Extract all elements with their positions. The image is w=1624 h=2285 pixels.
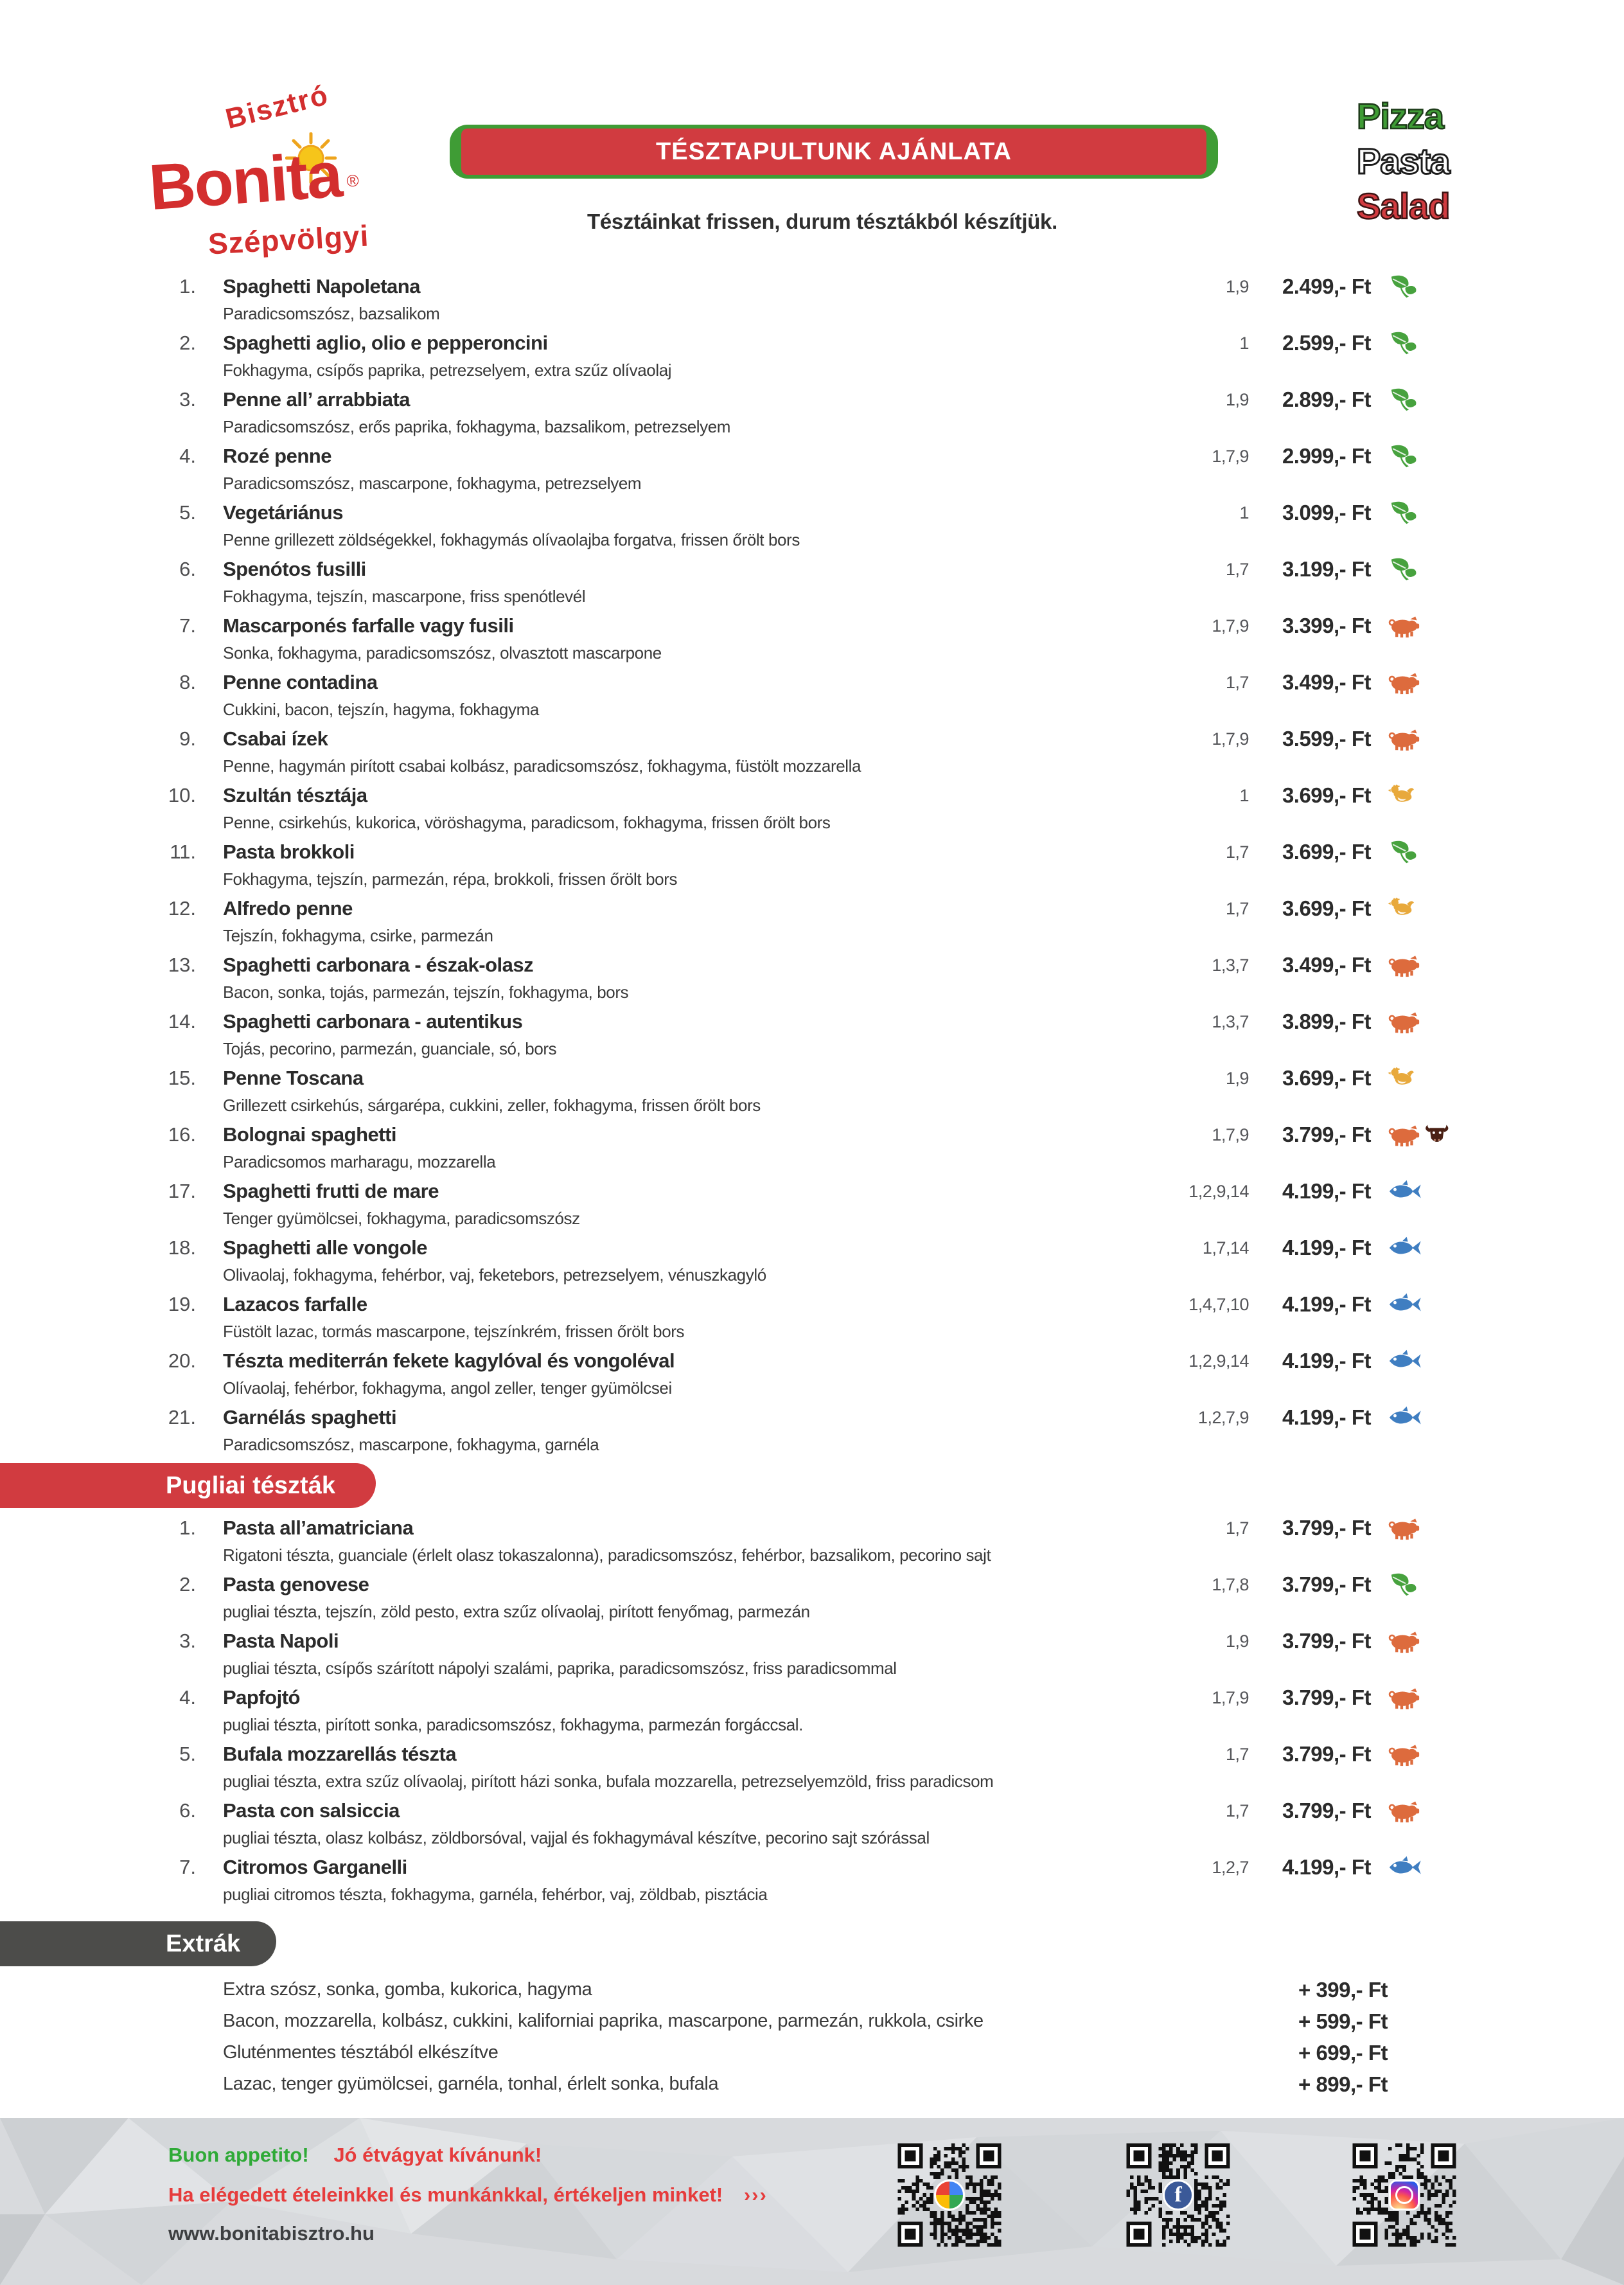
menu-item xyxy=(148,1403,1484,1460)
diet-icons xyxy=(1371,894,1484,923)
menu-item xyxy=(148,1121,1484,1177)
footer-rate-line xyxy=(168,2183,768,2207)
diet-icons xyxy=(1371,442,1484,470)
allergen-numbers: 1,7,9 xyxy=(1212,1125,1249,1144)
diet-icons xyxy=(1371,838,1484,866)
diet-icons xyxy=(1371,781,1484,810)
item-description: Paradicsomszósz, bazsalikom xyxy=(223,304,440,323)
pig-icon xyxy=(1388,670,1420,695)
allergen-numbers: 1,7 xyxy=(1225,899,1249,918)
item-number: 2. xyxy=(179,332,196,354)
allergen-numbers: 1,9 xyxy=(1225,277,1249,296)
item-price: 3.699,- Ft xyxy=(1282,896,1371,920)
allergen-numbers: 1 xyxy=(1239,503,1249,522)
item-price: 3.699,- Ft xyxy=(1282,783,1371,807)
menu-item xyxy=(148,1234,1484,1290)
allergen-numbers: 1,7,8 xyxy=(1212,1575,1249,1594)
item-text xyxy=(223,1684,1146,1738)
item-description: Penne, csirkehús, kukorica, vöröshagyma, paradicsom, fokhagyma, frissen őrölt bors xyxy=(223,813,831,832)
chicken-icon xyxy=(1388,783,1416,808)
item-description: Sonka, fokhagyma, paradicsomszósz, olvasztott mascarpone xyxy=(223,643,662,662)
extra-description: Lazac, tenger gyümölcsei, garnéla, tonhal, érlelt sonka, bufala xyxy=(223,2074,719,2094)
menu-item xyxy=(148,1740,1484,1797)
allergen-numbers: 1,7 xyxy=(1225,1518,1249,1538)
item-description: Fokhagyma, tejszín, parmezán, répa, brokkoli, frissen őrölt bors xyxy=(223,869,678,889)
registered-mark: ® xyxy=(346,170,358,191)
item-description: Paradicsomszósz, erős paprika, fokhagyma, bazsalikom, petrezselyem xyxy=(223,417,731,436)
tagline-pasta: Pasta xyxy=(1357,141,1450,181)
menu-item xyxy=(148,329,1484,386)
diet-icons xyxy=(1371,1177,1484,1205)
fish-icon xyxy=(1388,1179,1422,1204)
item-number: 21. xyxy=(168,1406,196,1428)
item-description: Cukkini, bacon, tejszín, hagyma, fokhagyma xyxy=(223,700,539,719)
menu-item xyxy=(148,386,1484,442)
diet-icons xyxy=(1371,555,1484,583)
leaf-icon xyxy=(1388,274,1418,299)
allergen-numbers: 1,7 xyxy=(1225,1801,1249,1820)
item-text xyxy=(223,781,1146,835)
tagline-pizza: Pizza xyxy=(1357,96,1444,136)
item-description: Tenger gyümölcsei, fokhagyma, paradicsomszósz xyxy=(223,1209,580,1228)
qr-code-facebook xyxy=(1123,2140,1233,2250)
item-name: Pasta all’amatriciana xyxy=(223,1516,414,1539)
extra-description: Bacon, mozzarella, kolbász, cukkini, kaliforniai paprika, mascarpone, parmezán, rukkola, csirke xyxy=(223,2011,984,2031)
allergen-numbers: 1,2,7,9 xyxy=(1197,1408,1249,1427)
item-price: 4.199,- Ft xyxy=(1282,1855,1371,1879)
item-text xyxy=(223,555,1146,609)
diet-icons xyxy=(1371,1064,1484,1092)
diet-icons xyxy=(1371,1008,1484,1036)
item-price: 3.599,- Ft xyxy=(1282,727,1371,751)
diet-icons xyxy=(1371,1121,1484,1149)
item-text xyxy=(223,1008,1146,1062)
item-text xyxy=(223,1347,1146,1401)
chicken-icon xyxy=(1388,896,1416,921)
fish-icon xyxy=(1388,1236,1422,1260)
menu-item xyxy=(148,838,1484,894)
leaf-icon xyxy=(1388,387,1418,412)
item-price: 3.799,- Ft xyxy=(1282,1516,1371,1540)
pugliai-pasta-list xyxy=(148,1514,1484,1910)
extra-item xyxy=(148,1974,1388,2005)
allergen-numbers: 1,7,9 xyxy=(1212,447,1249,466)
menu-item xyxy=(148,1177,1484,1234)
item-text xyxy=(223,1121,1146,1175)
menu-item xyxy=(148,1684,1484,1740)
item-name: Pasta genovese xyxy=(223,1573,369,1596)
buon-appetito-text: Buon appetito! xyxy=(168,2144,309,2166)
diet-icons xyxy=(1371,1627,1484,1655)
item-text xyxy=(223,725,1146,779)
qr-code-instagram xyxy=(1349,2140,1460,2250)
menu-subtitle: Tésztáinkat frissen, durum tésztákból készítjük. xyxy=(587,209,1057,233)
item-price: 3.399,- Ft xyxy=(1282,614,1371,637)
item-price: 3.199,- Ft xyxy=(1282,557,1371,581)
item-name: Spaghetti frutti de mare xyxy=(223,1180,439,1202)
pig-icon xyxy=(1388,1685,1420,1710)
item-description: Grillezett csirkehús, sárgarépa, cukkini, zeller, fokhagyma, frissen őrölt bors xyxy=(223,1096,761,1115)
item-price: 3.899,- Ft xyxy=(1282,1009,1371,1033)
item-price: 3.799,- Ft xyxy=(1282,1572,1371,1596)
item-number: 4. xyxy=(179,445,196,467)
allergen-numbers: 1,7 xyxy=(1225,673,1249,692)
website-url: www.bonitabisztro.hu xyxy=(168,2222,375,2245)
item-text xyxy=(223,272,1146,326)
footer-greeting xyxy=(168,2144,542,2167)
allergen-numbers: 1,7,9 xyxy=(1212,1688,1249,1707)
section-header-pugliai: Pugliai tészták xyxy=(0,1463,376,1508)
item-number: 11. xyxy=(170,840,196,863)
item-price: 3.499,- Ft xyxy=(1282,670,1371,694)
item-price: 3.799,- Ft xyxy=(1282,1799,1371,1822)
item-number: 2. xyxy=(179,1573,196,1596)
extra-item xyxy=(148,2037,1388,2068)
item-name: Pasta brokkoli xyxy=(223,840,355,863)
extra-price: + 399,- Ft xyxy=(1298,1977,1388,2002)
item-price: 3.499,- Ft xyxy=(1282,953,1371,977)
diet-icons xyxy=(1371,1290,1484,1319)
menu-item xyxy=(148,1008,1484,1064)
item-price: 3.699,- Ft xyxy=(1282,840,1371,864)
item-text xyxy=(223,1403,1146,1457)
item-description: Penne grillezett zöldségekkel, fokhagymás olívaolajba forgatva, frissen őrölt bors xyxy=(223,530,800,549)
item-description: Paradicsomos marharagu, mozzarella xyxy=(223,1152,496,1171)
item-price: 3.099,- Ft xyxy=(1282,501,1371,524)
diet-icons xyxy=(1371,272,1484,301)
fish-icon xyxy=(1388,1405,1422,1430)
extra-price: + 699,- Ft xyxy=(1298,2040,1388,2065)
item-text xyxy=(223,1177,1146,1231)
diet-icons xyxy=(1371,1853,1484,1881)
pig-icon xyxy=(1388,1742,1420,1766)
chevron-arrows-icon: ››› xyxy=(743,2183,768,2206)
item-name: Penne all’ arrabbiata xyxy=(223,388,410,411)
fish-icon xyxy=(1388,1292,1422,1317)
item-number: 13. xyxy=(168,954,196,976)
item-name: Csabai ízek xyxy=(223,727,328,750)
diet-icons xyxy=(1371,1797,1484,1825)
cow-icon xyxy=(1422,1123,1452,1147)
menu-item xyxy=(148,668,1484,725)
item-description: Olívaolaj, fehérbor, fokhagyma, angol zeller, tenger gyümölcsei xyxy=(223,1378,672,1398)
tagline xyxy=(1357,94,1449,229)
item-name: Spaghetti Napoletana xyxy=(223,275,420,298)
item-number: 20. xyxy=(168,1349,196,1372)
item-number: 5. xyxy=(179,1743,196,1765)
menu-item xyxy=(148,1797,1484,1853)
allergen-numbers: 1,7 xyxy=(1225,1745,1249,1764)
item-description: pugliai tészta, pirított sonka, paradicsomszósz, fokhagyma, parmezán forgáccsal. xyxy=(223,1715,803,1734)
leaf-icon xyxy=(1388,1572,1418,1597)
item-number: 5. xyxy=(179,501,196,524)
chicken-icon xyxy=(1388,1066,1416,1090)
menu-item xyxy=(148,499,1484,555)
item-text xyxy=(223,329,1146,383)
item-number: 1. xyxy=(179,1516,196,1539)
item-text xyxy=(223,1290,1146,1344)
pig-icon xyxy=(1388,614,1420,638)
item-name: Rozé penne xyxy=(223,445,331,467)
item-name: Alfredo penne xyxy=(223,897,353,920)
diet-icons xyxy=(1371,1514,1484,1542)
item-description: Penne, hagymán pirított csabai kolbász, paradicsomszósz, fokhagyma, füstölt mozzarella xyxy=(223,756,861,776)
allergen-numbers: 1,2,7 xyxy=(1212,1858,1249,1877)
item-name: Penne contadina xyxy=(223,671,378,693)
leaf-icon xyxy=(1388,444,1418,468)
allergen-numbers: 1,7,9 xyxy=(1212,616,1249,636)
item-price: 4.199,- Ft xyxy=(1282,1405,1371,1429)
diet-icons xyxy=(1371,499,1484,527)
item-description: pugliai tészta, csípős szárított nápolyi szalámi, paprika, paradicsomszósz, friss paradicsommal xyxy=(223,1658,897,1678)
item-text xyxy=(223,894,1146,948)
item-name: Spaghetti alle vongole xyxy=(223,1236,427,1259)
item-number: 6. xyxy=(179,558,196,580)
diet-icons xyxy=(1371,1347,1484,1375)
item-description: pugliai tészta, olasz kolbász, zöldborsóval, vajjal és fokhagymával készítve, pecorino sajt szórással xyxy=(223,1828,930,1847)
item-price: 3.799,- Ft xyxy=(1282,1629,1371,1653)
item-name: Spaghetti aglio, olio e pepperoncini xyxy=(223,332,548,354)
item-text xyxy=(223,668,1146,722)
diet-icons xyxy=(1371,386,1484,414)
extra-price: + 599,- Ft xyxy=(1298,2009,1388,2033)
item-description: pugliai tészta, tejszín, zöld pesto, extra szűz olívaolaj, pirított fenyőmag, parmezán xyxy=(223,1602,810,1621)
item-number: 16. xyxy=(168,1123,196,1146)
allergen-numbers: 1,3,7 xyxy=(1212,1012,1249,1031)
instagram-icon xyxy=(1389,2180,1420,2210)
extra-item xyxy=(148,2005,1388,2037)
menu-item xyxy=(148,1514,1484,1570)
item-text xyxy=(223,612,1146,666)
allergen-numbers: 1 xyxy=(1239,333,1249,353)
item-text xyxy=(223,1064,1146,1118)
allergen-numbers: 1,9 xyxy=(1225,1632,1249,1651)
item-name: Pasta con salsiccia xyxy=(223,1799,400,1822)
item-name: Garnélás spaghetti xyxy=(223,1406,397,1428)
diet-icons xyxy=(1371,329,1484,357)
rate-us-text: Ha elégedett ételeinkkel és munkánkkal, értékeljen minket! xyxy=(168,2183,723,2206)
logo-bisztro-text: Bisztró xyxy=(222,79,332,136)
item-price: 2.899,- Ft xyxy=(1282,387,1371,411)
item-description: Fokhagyma, csípős paprika, petrezselyem, extra szűz olívaolaj xyxy=(223,360,672,380)
item-number: 14. xyxy=(168,1010,196,1033)
item-description: pugliai citromos tészta, fokhagyma, garnéla, fehérbor, vaj, zöldbab, pisztácia xyxy=(223,1885,768,1904)
item-number: 1. xyxy=(179,275,196,298)
menu-item xyxy=(148,272,1484,329)
extra-price: + 899,- Ft xyxy=(1298,2072,1388,2096)
item-price: 4.199,- Ft xyxy=(1282,1179,1371,1203)
menu-item xyxy=(148,951,1484,1008)
menu-item xyxy=(148,1064,1484,1121)
pig-icon xyxy=(1388,1123,1420,1147)
item-price: 2.499,- Ft xyxy=(1282,274,1371,298)
allergen-numbers: 1,3,7 xyxy=(1212,956,1249,975)
allergen-numbers: 1,9 xyxy=(1225,1069,1249,1088)
item-description: Paradicsomszósz, mascarpone, fokhagyma, petrezselyem xyxy=(223,474,642,493)
item-name: Szultán tésztája xyxy=(223,784,367,806)
item-text xyxy=(223,1234,1146,1288)
item-name: Penne Toscana xyxy=(223,1067,364,1089)
facebook-icon: f xyxy=(1163,2180,1194,2210)
fish-icon xyxy=(1388,1855,1422,1880)
logo-brand-text: Bonita ® xyxy=(146,138,358,224)
diet-icons xyxy=(1371,951,1484,979)
extra-item xyxy=(148,2068,1388,2100)
google-icon xyxy=(934,2180,965,2210)
item-number: 12. xyxy=(168,897,196,920)
item-number: 8. xyxy=(179,671,196,693)
item-text xyxy=(223,951,1146,1005)
allergen-numbers: 1,7,14 xyxy=(1202,1238,1249,1258)
item-text xyxy=(223,1627,1146,1681)
diet-icons xyxy=(1371,668,1484,697)
item-price: 3.699,- Ft xyxy=(1282,1066,1371,1090)
allergen-numbers: 1,4,7,10 xyxy=(1188,1295,1249,1314)
menu-item xyxy=(148,442,1484,499)
item-description: Olivaolaj, fokhagyma, fehérbor, vaj, feketebors, petrezselyem, vénuszkagyló xyxy=(223,1265,766,1285)
item-description: Rigatoni tészta, guanciale (érlelt olasz tokaszalonna), paradicsomszósz, fehérbor, bazsalikom, pecorino sajt xyxy=(223,1545,991,1565)
item-price: 4.199,- Ft xyxy=(1282,1236,1371,1259)
diet-icons xyxy=(1371,1570,1484,1599)
pig-icon xyxy=(1388,1516,1420,1540)
item-text xyxy=(223,1514,1146,1568)
allergen-numbers: 1,9 xyxy=(1225,390,1249,409)
pig-icon xyxy=(1388,953,1420,977)
item-text xyxy=(223,1797,1146,1851)
item-name: Vegetáriánus xyxy=(223,501,343,524)
diet-icons xyxy=(1371,725,1484,753)
allergen-numbers: 1,7,9 xyxy=(1212,729,1249,749)
extras-list xyxy=(148,1974,1388,2100)
item-number: 19. xyxy=(168,1293,196,1315)
item-name: Spaghetti carbonara - autentikus xyxy=(223,1010,523,1033)
item-number: 17. xyxy=(168,1180,196,1202)
item-name: Pasta Napoli xyxy=(223,1630,339,1652)
item-number: 7. xyxy=(179,1856,196,1878)
pig-icon xyxy=(1388,1009,1420,1034)
tagline-salad: Salad xyxy=(1357,186,1450,226)
allergen-numbers: 1,2,9,14 xyxy=(1188,1351,1249,1371)
item-text xyxy=(223,1740,1146,1794)
diet-icons xyxy=(1371,1740,1484,1768)
diet-icons xyxy=(1371,1234,1484,1262)
pig-icon xyxy=(1388,727,1420,751)
allergen-numbers: 1,7 xyxy=(1225,842,1249,862)
item-name: Bolognai spaghetti xyxy=(223,1123,396,1146)
item-description: Fokhagyma, tejszín, mascarpone, friss spenótlevél xyxy=(223,587,586,606)
item-description: Füstölt lazac, tormás mascarpone, tejszínkrém, frissen őrölt bors xyxy=(223,1322,685,1341)
item-description: pugliai tészta, extra szűz olívaolaj, pirított házi sonka, bufala mozzarella, petrezselyemzöld, friss paradicsom xyxy=(223,1772,994,1791)
extra-description: Extra szósz, sonka, gomba, kukorica, hagyma xyxy=(223,1979,592,2000)
item-number: 9. xyxy=(179,727,196,750)
item-price: 3.799,- Ft xyxy=(1282,1123,1371,1146)
qr-code-google xyxy=(894,2140,1005,2250)
item-text xyxy=(223,442,1146,496)
item-description: Tojás, pecorino, parmezán, guanciale, só, bors xyxy=(223,1039,557,1058)
item-number: 6. xyxy=(179,1799,196,1822)
jo-etvagyat-text: Jó étvágyat kívánunk! xyxy=(333,2144,542,2166)
item-name: Spenótos fusilli xyxy=(223,558,366,580)
diet-icons xyxy=(1371,1403,1484,1432)
page-title: TÉSZTAPULTUNK AJÁNLATA xyxy=(461,129,1206,175)
item-name: Lazacos farfalle xyxy=(223,1293,367,1315)
item-number: 10. xyxy=(168,784,196,806)
main-pasta-list xyxy=(148,272,1484,1460)
allergen-numbers: 1,7 xyxy=(1225,560,1249,579)
fish-icon xyxy=(1388,1349,1422,1373)
item-number: 15. xyxy=(168,1067,196,1089)
bonita-logo xyxy=(146,79,393,262)
leaf-icon xyxy=(1388,331,1418,355)
item-number: 4. xyxy=(179,1686,196,1709)
item-text xyxy=(223,499,1146,553)
item-number: 3. xyxy=(179,388,196,411)
item-price: 3.799,- Ft xyxy=(1282,1742,1371,1766)
allergen-numbers: 1 xyxy=(1239,786,1249,805)
item-name: Spaghetti carbonara - észak-olasz xyxy=(223,954,534,976)
logo-szepvolgyi-text: Szépvölgyi xyxy=(207,218,370,261)
menu-item xyxy=(148,555,1484,612)
item-name: Tészta mediterrán fekete kagylóval és vongoléval xyxy=(223,1349,675,1372)
menu-item xyxy=(148,612,1484,668)
leaf-icon xyxy=(1388,501,1418,525)
pig-icon xyxy=(1388,1799,1420,1823)
item-price: 2.599,- Ft xyxy=(1282,331,1371,355)
item-text xyxy=(223,838,1146,892)
menu-item xyxy=(148,781,1484,838)
item-number: 3. xyxy=(179,1630,196,1652)
item-price: 3.799,- Ft xyxy=(1282,1685,1371,1709)
item-description: Bacon, sonka, tojás, parmezán, tejszín, fokhagyma, bors xyxy=(223,982,629,1002)
item-price: 4.199,- Ft xyxy=(1282,1292,1371,1316)
leaf-icon xyxy=(1388,840,1418,864)
pig-icon xyxy=(1388,1629,1420,1653)
item-price: 4.199,- Ft xyxy=(1282,1349,1371,1373)
menu-item xyxy=(148,1570,1484,1627)
item-text xyxy=(223,386,1146,440)
item-text xyxy=(223,1853,1146,1907)
item-name: Citromos Garganelli xyxy=(223,1856,407,1878)
item-number: 7. xyxy=(179,614,196,637)
item-description: Tejszín, fokhagyma, csirke, parmezán xyxy=(223,926,493,945)
item-number: 18. xyxy=(168,1236,196,1259)
item-name: Papfojtó xyxy=(223,1686,300,1709)
extra-description: Gluténmentes tésztából elkészítve xyxy=(223,2042,499,2063)
diet-icons xyxy=(1371,1684,1484,1712)
menu-item xyxy=(148,894,1484,951)
allergen-numbers: 1,2,9,14 xyxy=(1188,1182,1249,1201)
menu-item xyxy=(148,1290,1484,1347)
menu-item xyxy=(148,1347,1484,1403)
leaf-icon xyxy=(1388,557,1418,582)
item-name: Mascarponés farfalle vagy fusili xyxy=(223,614,514,637)
item-description: Paradicsomszósz, mascarpone, fokhagyma, garnéla xyxy=(223,1435,599,1454)
item-price: 2.999,- Ft xyxy=(1282,444,1371,468)
menu-item xyxy=(148,1853,1484,1910)
menu-item xyxy=(148,725,1484,781)
item-name: Bufala mozzarellás tészta xyxy=(223,1743,457,1765)
section-header-extras: Extrák xyxy=(0,1921,276,1966)
diet-icons xyxy=(1371,612,1484,640)
item-text xyxy=(223,1570,1146,1624)
menu-item xyxy=(148,1627,1484,1684)
